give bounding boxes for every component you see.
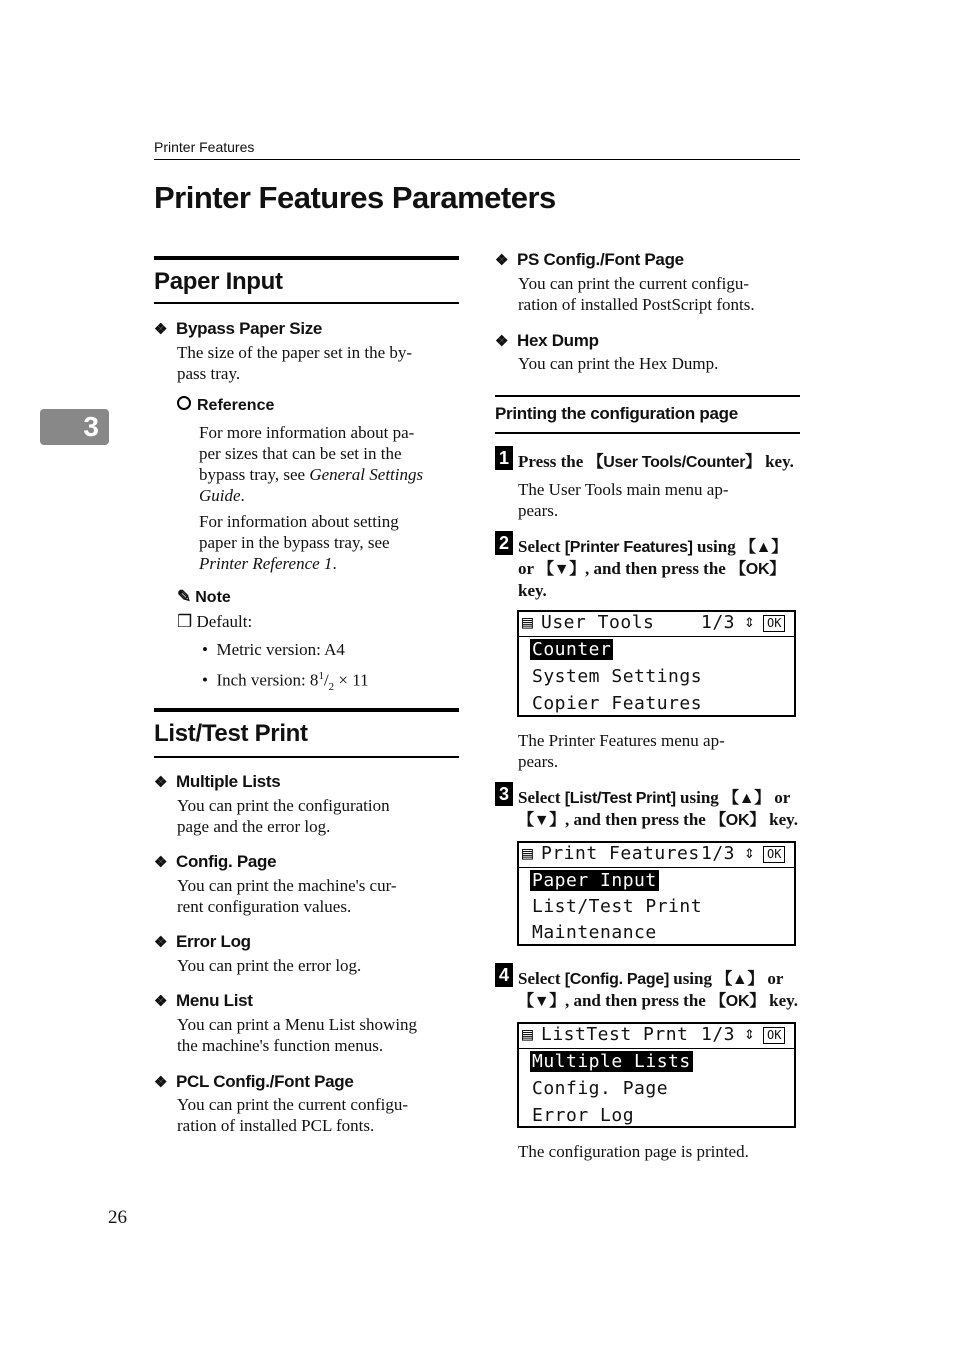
up-down-icon: ⇕ xyxy=(744,611,756,632)
menu-list-heading: ❖ Menu List xyxy=(154,991,253,1010)
diamond-bullet-icon: ❖ xyxy=(154,993,168,1010)
running-head: Printer Features xyxy=(154,139,255,155)
step-2-result: The Printer Features menu ap- pears. xyxy=(518,731,725,771)
lcd-row: Maintenance xyxy=(532,922,657,943)
multiple-lists-desc: You can print the configuration page and the error log. xyxy=(177,796,390,836)
menu-icon: ▤ xyxy=(522,1024,534,1045)
down-arrow-key: 【▼】 xyxy=(518,993,565,1010)
user-tools-key: 【User Tools/Counter】 xyxy=(587,454,761,471)
page-number: 26 xyxy=(108,1207,127,1228)
step-number: 2 xyxy=(495,531,513,555)
lcd-page: 1/3 xyxy=(701,612,736,633)
lcd-row-selected: Paper Input xyxy=(532,870,657,891)
header-rule xyxy=(154,159,800,160)
page-title: Printer Features Parameters xyxy=(154,180,556,215)
reference-heading: Reference xyxy=(177,396,274,415)
lcd-screen xyxy=(517,1022,796,1128)
multiple-lists-heading: ❖ Multiple Lists xyxy=(154,772,281,791)
step-3-instruction: Select [List/Test Print] using 【▲】 or 【▼】, and then press the 【OK】 key. xyxy=(518,788,798,829)
lcd-row: System Settings xyxy=(532,666,703,687)
up-arrow-key: 【▲】 xyxy=(739,539,787,556)
bypass-paper-size-heading: ❖ Bypass Paper Size xyxy=(154,319,323,338)
config-section-header xyxy=(495,395,800,434)
menu-list-desc: You can print a Menu List showing the machine's function menus. xyxy=(177,1015,418,1055)
hex-dump-heading: ❖ Hex Dump xyxy=(495,331,599,350)
error-log-heading: ❖ Error Log xyxy=(154,932,251,951)
note-default: ❒ Default: xyxy=(177,612,253,631)
diamond-bullet-icon: ❖ xyxy=(154,934,168,951)
pcl-config-heading: ❖ PCL Config./Font Page xyxy=(154,1072,354,1091)
bypass-description: The size of the paper set in the by- pass tray. xyxy=(177,343,413,383)
magnifier-icon xyxy=(177,396,191,410)
lcd-row: Error Log xyxy=(532,1105,635,1126)
lcd-title: User Tools xyxy=(541,612,655,633)
step-4-result: The configuration page is printed. xyxy=(518,1142,749,1161)
paper-input-section-header xyxy=(154,256,459,304)
lcd-ok: OK xyxy=(763,846,785,863)
step-number: 1 xyxy=(495,446,513,470)
lcd-title-bar xyxy=(519,612,794,637)
lcd-title: ListTest Prnt xyxy=(541,1024,689,1045)
ok-key: 【OK】 xyxy=(710,993,765,1010)
ok-key: 【OK】 xyxy=(730,561,785,578)
section-title: List/Test Print xyxy=(154,720,308,747)
menu-icon: ▤ xyxy=(522,612,534,633)
step-1-result: The User Tools main menu ap- pears. xyxy=(518,480,729,520)
step-number: 4 xyxy=(495,963,513,987)
lcd-screen xyxy=(517,841,796,946)
hex-dump-desc: You can print the Hex Dump. xyxy=(518,354,719,373)
lcd-ok: OK xyxy=(763,615,785,632)
lcd-row: Copier Features xyxy=(532,693,703,714)
up-down-icon: ⇕ xyxy=(744,842,756,863)
pencil-icon: ✎ xyxy=(177,587,192,606)
error-log-desc: You can print the error log. xyxy=(177,956,362,975)
down-arrow-key: 【▼】 xyxy=(518,812,565,829)
lcd-row: List/Test Print xyxy=(532,896,703,917)
step-2-instruction: Select [Printer Features] using 【▲】 or 【▼】, and then press the 【OK】 key. xyxy=(518,537,787,600)
lcd-ok: OK xyxy=(763,1027,785,1044)
up-arrow-key: 【▲】 xyxy=(723,790,770,807)
diamond-bullet-icon: ❖ xyxy=(495,252,509,269)
step-number: 3 xyxy=(495,782,513,806)
diamond-bullet-icon: ❖ xyxy=(154,854,168,871)
lcd-title-bar xyxy=(519,1024,794,1049)
dot-bullet-icon: • xyxy=(202,670,208,690)
step-1-instruction: Press the 【User Tools/Counter】 key. xyxy=(518,452,794,471)
lcd-page: 1/3 xyxy=(701,843,736,864)
config-section-title: Printing the configuration page xyxy=(495,404,738,423)
diamond-bullet-icon: ❖ xyxy=(154,774,168,791)
config-page-heading: ❖ Config. Page xyxy=(154,852,277,871)
up-down-icon: ⇕ xyxy=(744,1023,756,1044)
diamond-bullet-icon: ❖ xyxy=(154,321,168,338)
lcd-row-selected: Multiple Lists xyxy=(532,1051,691,1072)
up-arrow-key: 【▲】 xyxy=(716,971,764,988)
note-heading: ✎ Note xyxy=(177,587,231,606)
reference-text-1: For more information about pa- per sizes that can be set in the bypass tray, see General Settings Guide. xyxy=(199,423,424,505)
lcd-page: 1/3 xyxy=(701,1024,736,1045)
metric-item: • Metric version: A4 xyxy=(202,640,345,659)
lcd-row: Config. Page xyxy=(532,1078,669,1099)
list-test-section-header xyxy=(154,708,459,758)
diamond-bullet-icon: ❖ xyxy=(495,333,509,350)
inch-item: • Inch version: $8^1/_2 \times 11$ xyxy=(202,670,369,694)
ok-key: 【OK】 xyxy=(710,812,765,829)
step-4-instruction: Select [Config. Page] using 【▲】 or 【▼】, and then press the 【OK】 key. xyxy=(518,969,798,1010)
lcd-screen xyxy=(517,610,796,717)
down-arrow-key: 【▼】 xyxy=(538,561,585,578)
reference-text-2: For information about setting paper in the bypass tray, see Printer Reference 1. xyxy=(199,512,399,573)
lcd-title: Print Features xyxy=(541,843,700,864)
ps-config-heading: ❖ PS Config./Font Page xyxy=(495,250,684,269)
lcd-title-bar xyxy=(519,843,794,868)
checkbox-icon: ❒ xyxy=(177,612,193,631)
lcd-row-selected: Counter xyxy=(532,639,612,660)
dot-bullet-icon: • xyxy=(202,640,208,659)
section-title: Paper Input xyxy=(154,268,283,295)
config-page-desc: You can print the machine's cur- rent configuration values. xyxy=(177,876,397,916)
ps-config-desc: You can print the current configu- ration of installed PostScript fonts. xyxy=(518,274,755,314)
menu-icon: ▤ xyxy=(522,843,534,864)
diamond-bullet-icon: ❖ xyxy=(154,1074,168,1091)
chapter-tab: 3 xyxy=(40,409,109,445)
pcl-config-desc: You can print the current configu- ration of installed PCL fonts. xyxy=(177,1095,409,1135)
